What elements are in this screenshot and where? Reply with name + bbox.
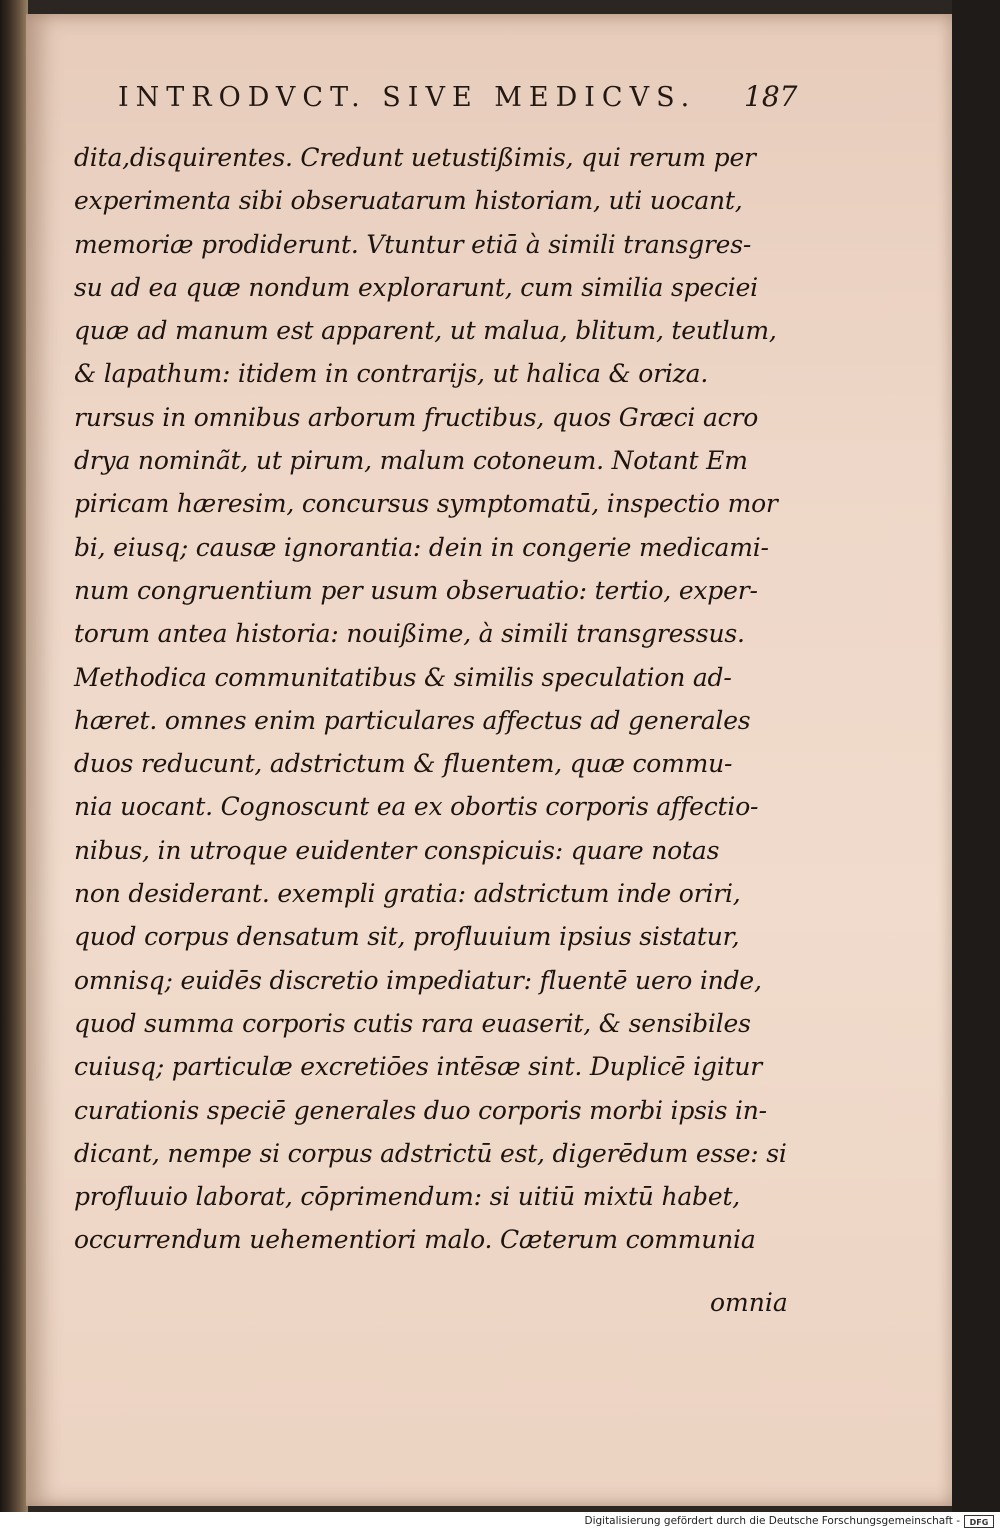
text-line: quod corpus densatum sit, profluuium ipsius sistatur,: [74, 922, 740, 952]
binding-edge: [0, 0, 28, 1512]
text-line: quod summa corporis cutis rara euaserit, & sensibiles: [74, 1008, 751, 1038]
text-line: & lapathum: itidem in contrarijs, ut halica & oriza.: [74, 359, 709, 389]
dfg-logo-icon: DFG: [964, 1515, 994, 1528]
footer-bar: [0, 1512, 1000, 1532]
text-line: profluuio laborat, cōprimendum: si uitiū mixtū habet,: [74, 1182, 741, 1212]
text-line: quæ ad manum est apparent, ut malua, blitum, teutlum,: [74, 316, 777, 346]
text-line: su ad ea quæ nondum explorarunt, cum similia speciei: [74, 272, 758, 302]
text-line: hæret. omnes enim particulares affectus ad generales: [74, 705, 751, 735]
text-line: nia uocant. Cognoscunt ea ex obortis corporis affectio-: [74, 792, 759, 822]
text-line: omnisq; euidēs discretio impediatur: fluentē uero inde,: [74, 965, 762, 995]
page-number: 187: [744, 80, 798, 113]
text-line: torum antea historia: nouißime, à simili transgressus.: [74, 619, 745, 649]
text-line: drya nominãt, ut pirum, malum cotoneum. Notant Em: [74, 446, 748, 476]
scan-background: [952, 0, 1000, 1512]
text-line: bi, eiusq; causæ ignorantia: dein in congerie medicami-: [74, 532, 769, 562]
text-line: rursus in omnibus arborum fructibus, quos Græci acro: [74, 402, 759, 432]
text-line: nibus, in utroque euidenter conspicuis: quare notas: [74, 835, 720, 865]
running-head: INTRODVCT. SIVE MEDICVS.: [118, 82, 697, 113]
text-line: occurrendum uehementiori malo. Cæterum communia: [74, 1225, 756, 1255]
text-line: Methodica communitatibus & similis speculation ad-: [74, 662, 732, 692]
text-line: non desiderant. exempli gratia: adstrictum inde oriri,: [74, 879, 741, 909]
digitization-credit: Digitalisierung gefördert durch die Deutsche Forschungsgemeinschaft -: [584, 1515, 960, 1527]
text-line: dita,disquirentes. Credunt uetustißimis, qui rerum per: [74, 143, 756, 172]
body-text: [74, 136, 814, 1262]
text-line: num congruentium per usum obseruatio: tertio, exper-: [74, 575, 758, 605]
text-line: piricam hæresim, concursus symptomatū, inspectio mor: [74, 489, 778, 519]
text-line: memoriæ prodiderunt. Vtuntur etiā à simili transgres-: [74, 229, 752, 259]
text-line: experimenta sibi obseruatarum historiam, uti uocant,: [74, 186, 743, 216]
text-line: curationis speciē generales duo corporis morbi ipsis in-: [74, 1095, 767, 1125]
catchword: omnia: [710, 1288, 788, 1317]
text-line: dicant, nempe si corpus adstrictū est, digerēdum esse: si: [74, 1138, 787, 1168]
text-line: cuiusq; particulæ excretiōes intēsæ sint. Duplicē igitur: [74, 1052, 763, 1082]
text-line: duos reducunt, adstrictum & fluentem, quæ commu-: [74, 749, 733, 779]
